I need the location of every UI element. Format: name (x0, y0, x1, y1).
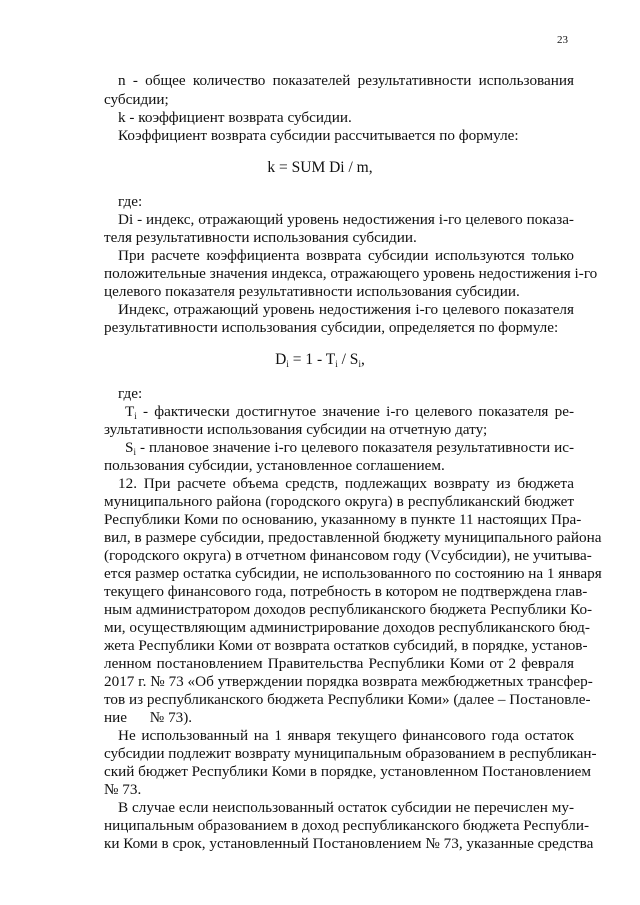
symbol-s-subscript: i (133, 447, 136, 457)
text-line: субсидии подлежит возврату муниципальным образованием в республикан- (104, 745, 597, 762)
formula-d (0, 352, 640, 368)
text-line: Не использованный на 1 января текущего финансового года остаток (118, 727, 574, 744)
text-line: (городского округа) в отчетном финансовом году (Vсубсидии), не учитыва- (104, 547, 592, 564)
text-line: k - коэффициент возврата субсидии. (118, 109, 352, 126)
text-line: ниципальным образованием в доход республиканского бюджета Республи- (104, 817, 590, 834)
text-line: ленном постановлением Правительства Республики Коми от 2 февраля (104, 655, 574, 672)
text-line: где: (118, 193, 143, 210)
text-line: муниципального района (городского округа) в республиканский бюджет (104, 493, 574, 510)
text-line: Индекс, отражающий уровень недостижения i-го целевого показателя (118, 301, 574, 318)
formula-d-part: = 1 - T (288, 351, 336, 368)
symbol-s: S (125, 439, 134, 456)
text-line: тов из республиканского бюджета Республики Коми» (далее – Постановле- (104, 691, 591, 708)
text-line: 2017 г. № 73 «Об утверждении порядка возврата межбюджетных трансфер- (104, 673, 593, 690)
definition-t-text: - фактически достигнутое значение i-го целевого показателя ре- (143, 403, 574, 420)
text-line: Республики Коми по основанию, указанному в пункте 11 настоящих Пра- (104, 511, 582, 528)
formula-d-subscript: i (286, 359, 289, 369)
text-line: В случае если неиспользованный остаток субсидии не перечислен му- (118, 799, 574, 816)
formula-d-part: D (275, 351, 287, 368)
text-line: жета Республики Коми от возврата остатков субсидий, в порядке, установ- (104, 637, 588, 654)
text-line: вил, в размере субсидии, предоставленной бюджету муниципального района (104, 529, 602, 546)
formula-d-subscript: i (335, 359, 338, 369)
text-line: Коэффициент возврата субсидии рассчитывается по формуле: (118, 127, 519, 144)
text-line: ми, осуществляющим администрирование доходов республиканского бюд- (104, 619, 590, 636)
text-line: результативности использования субсидии, определяется по формуле: (104, 319, 559, 336)
text-line: зультативности использования субсидии на отчетную дату; (104, 421, 488, 438)
text-line: ский бюджет Республики Коми в порядке, установленном Постановлением (104, 763, 591, 780)
definition-s (125, 440, 574, 455)
text-line: 12. При расчете объема средств, подлежащих возврату из бюджета (118, 475, 574, 492)
text-line: ется размер остатка субсидии, не использованного по состоянию на 1 января (104, 565, 602, 582)
formula-k: k = SUM Di / m, (267, 159, 373, 176)
symbol-t: T (125, 403, 135, 420)
text-line: субсидии; (104, 91, 169, 108)
definition-s-text: - плановое значение i-го целевого показателя результативности ис- (139, 439, 574, 456)
page-number: 23 (557, 34, 568, 46)
symbol-t-subscript: i (134, 411, 137, 421)
text-line: целевого показателя результативности использования субсидии. (104, 283, 520, 300)
text-line: n - общее количество показателей результативности использования (118, 72, 574, 89)
formula-d-part: , (360, 351, 365, 368)
text-line: положительные значения индекса, отражающего уровень недостижения i-го (104, 265, 598, 282)
formula-d-part: / S (337, 351, 359, 368)
text-line: ние № 73). (104, 709, 193, 726)
text-line: № 73. (104, 781, 142, 798)
text-line: При расчете коэффициента возврата субсидии используются только (118, 247, 574, 264)
text-line: Di - индекс, отражающий уровень недостижения i-го целевого показа- (118, 211, 574, 228)
text-line: теля результативности использования субсидии. (104, 229, 417, 246)
text-line: ки Коми в срок, установленный Постановлением № 73, указанные средства (104, 835, 594, 852)
text-line: пользования субсидии, установленное соглашением. (104, 457, 445, 474)
definition-t (125, 404, 574, 419)
formula-d-subscript: i (358, 359, 361, 369)
text-line: текущего финансового года, потребность в котором не подтверждена глав- (104, 583, 588, 600)
text-line: ным администратором доходов республиканского бюджета Республики Ко- (104, 601, 593, 618)
text-line: где: (118, 385, 143, 402)
